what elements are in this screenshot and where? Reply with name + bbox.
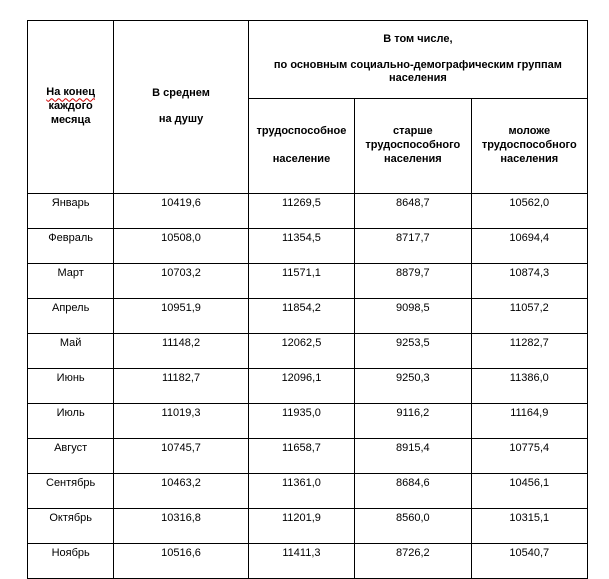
working-age-value: 11935,0 [248, 404, 354, 439]
above-working-age-value: 9253,5 [355, 334, 471, 369]
month-cell: Январь [28, 194, 114, 229]
header-old-line2: трудоспособного [365, 139, 461, 152]
table-row [28, 299, 588, 334]
table-row [28, 509, 588, 544]
month-cell: Февраль [28, 229, 114, 264]
header-young-line3: населения [500, 152, 559, 165]
month-cell: Апрель [28, 299, 114, 334]
header-average-line1: В среднем [152, 87, 210, 100]
header-groups-line3: населения [388, 72, 447, 85]
above-working-age-value: 9116,2 [355, 404, 471, 439]
table-row [28, 194, 588, 229]
table-row [28, 404, 588, 439]
table-row [28, 334, 588, 369]
header-young-line2: трудоспособного [481, 139, 577, 152]
header-old-line1: старше [393, 125, 433, 138]
working-age-value: 12062,5 [248, 334, 354, 369]
average-value: 10951,9 [114, 299, 248, 334]
header-average [114, 21, 248, 194]
month-cell: Ноябрь [28, 544, 114, 579]
above-working-age-value: 8684,6 [355, 474, 471, 509]
above-working-age-value: 9098,5 [355, 299, 471, 334]
working-age-value: 11658,7 [248, 439, 354, 474]
working-age-value: 12096,1 [248, 369, 354, 404]
below-working-age-value: 10562,0 [471, 194, 587, 229]
month-cell: Август [28, 439, 114, 474]
header-average-line2: на душу [158, 113, 204, 125]
average-value: 10516,6 [114, 544, 248, 579]
average-value: 10745,7 [114, 439, 248, 474]
above-working-age-value: 8726,2 [355, 544, 471, 579]
working-age-value: 11854,2 [248, 299, 354, 334]
above-working-age-value: 8717,7 [355, 229, 471, 264]
header-month [28, 21, 114, 194]
subsistence-minimum-table [27, 20, 588, 579]
below-working-age-value: 10694,4 [471, 229, 587, 264]
header-old-line3: населения [383, 152, 442, 165]
table-row [28, 474, 588, 509]
above-working-age-value: 8648,7 [355, 194, 471, 229]
below-working-age-value: 10775,4 [471, 439, 587, 474]
average-value: 11019,3 [114, 404, 248, 439]
month-cell: Июль [28, 404, 114, 439]
header-groups [248, 21, 587, 99]
average-value: 10463,2 [114, 474, 248, 509]
header-groups-line1: В том числе, [383, 32, 453, 45]
working-age-value: 11571,1 [248, 264, 354, 299]
header-working-age [248, 99, 354, 194]
working-age-value: 11269,5 [248, 194, 354, 229]
header-above-working-age [355, 99, 471, 194]
below-working-age-value: 10874,3 [471, 264, 587, 299]
header-below-working-age [471, 99, 587, 194]
month-cell: Июнь [28, 369, 114, 404]
working-age-value: 11411,3 [248, 544, 354, 579]
above-working-age-value: 8915,4 [355, 439, 471, 474]
average-value: 10508,0 [114, 229, 248, 264]
below-working-age-value: 10315,1 [471, 509, 587, 544]
average-value: 11148,2 [114, 334, 248, 369]
header-groups-line2: по основным социально-демографическим группам [273, 58, 562, 71]
working-age-value: 11201,9 [248, 509, 354, 544]
average-value: 10419,6 [114, 194, 248, 229]
average-value: 10703,2 [114, 264, 248, 299]
header-working-line2: население [272, 153, 331, 165]
working-age-value: 11354,5 [248, 229, 354, 264]
table-row [28, 264, 588, 299]
below-working-age-value: 11386,0 [471, 369, 587, 404]
below-working-age-value: 10540,7 [471, 544, 587, 579]
month-cell: Март [28, 264, 114, 299]
average-value: 11182,7 [114, 369, 248, 404]
month-cell: Сентябрь [28, 474, 114, 509]
above-working-age-value: 8879,7 [355, 264, 471, 299]
header-young-line1: моложе [508, 125, 551, 138]
table-row [28, 229, 588, 264]
working-age-value: 11361,0 [248, 474, 354, 509]
month-cell: Октябрь [28, 509, 114, 544]
average-value: 10316,8 [114, 509, 248, 544]
above-working-age-value: 8560,0 [355, 509, 471, 544]
header-working-line1: трудоспособное [256, 125, 347, 138]
below-working-age-value: 11057,2 [471, 299, 587, 334]
header-month-line3: месяца [50, 113, 91, 126]
table-row [28, 544, 588, 579]
below-working-age-value: 11282,7 [471, 334, 587, 369]
above-working-age-value: 9250,3 [355, 369, 471, 404]
month-cell: Май [28, 334, 114, 369]
table-row [28, 439, 588, 474]
header-row-top [28, 21, 588, 99]
below-working-age-value: 10456,1 [471, 474, 587, 509]
below-working-age-value: 11164,9 [471, 404, 587, 439]
table-row [28, 369, 588, 404]
header-month-line2: каждого [48, 100, 93, 113]
header-month-line1: На конец [46, 86, 96, 99]
